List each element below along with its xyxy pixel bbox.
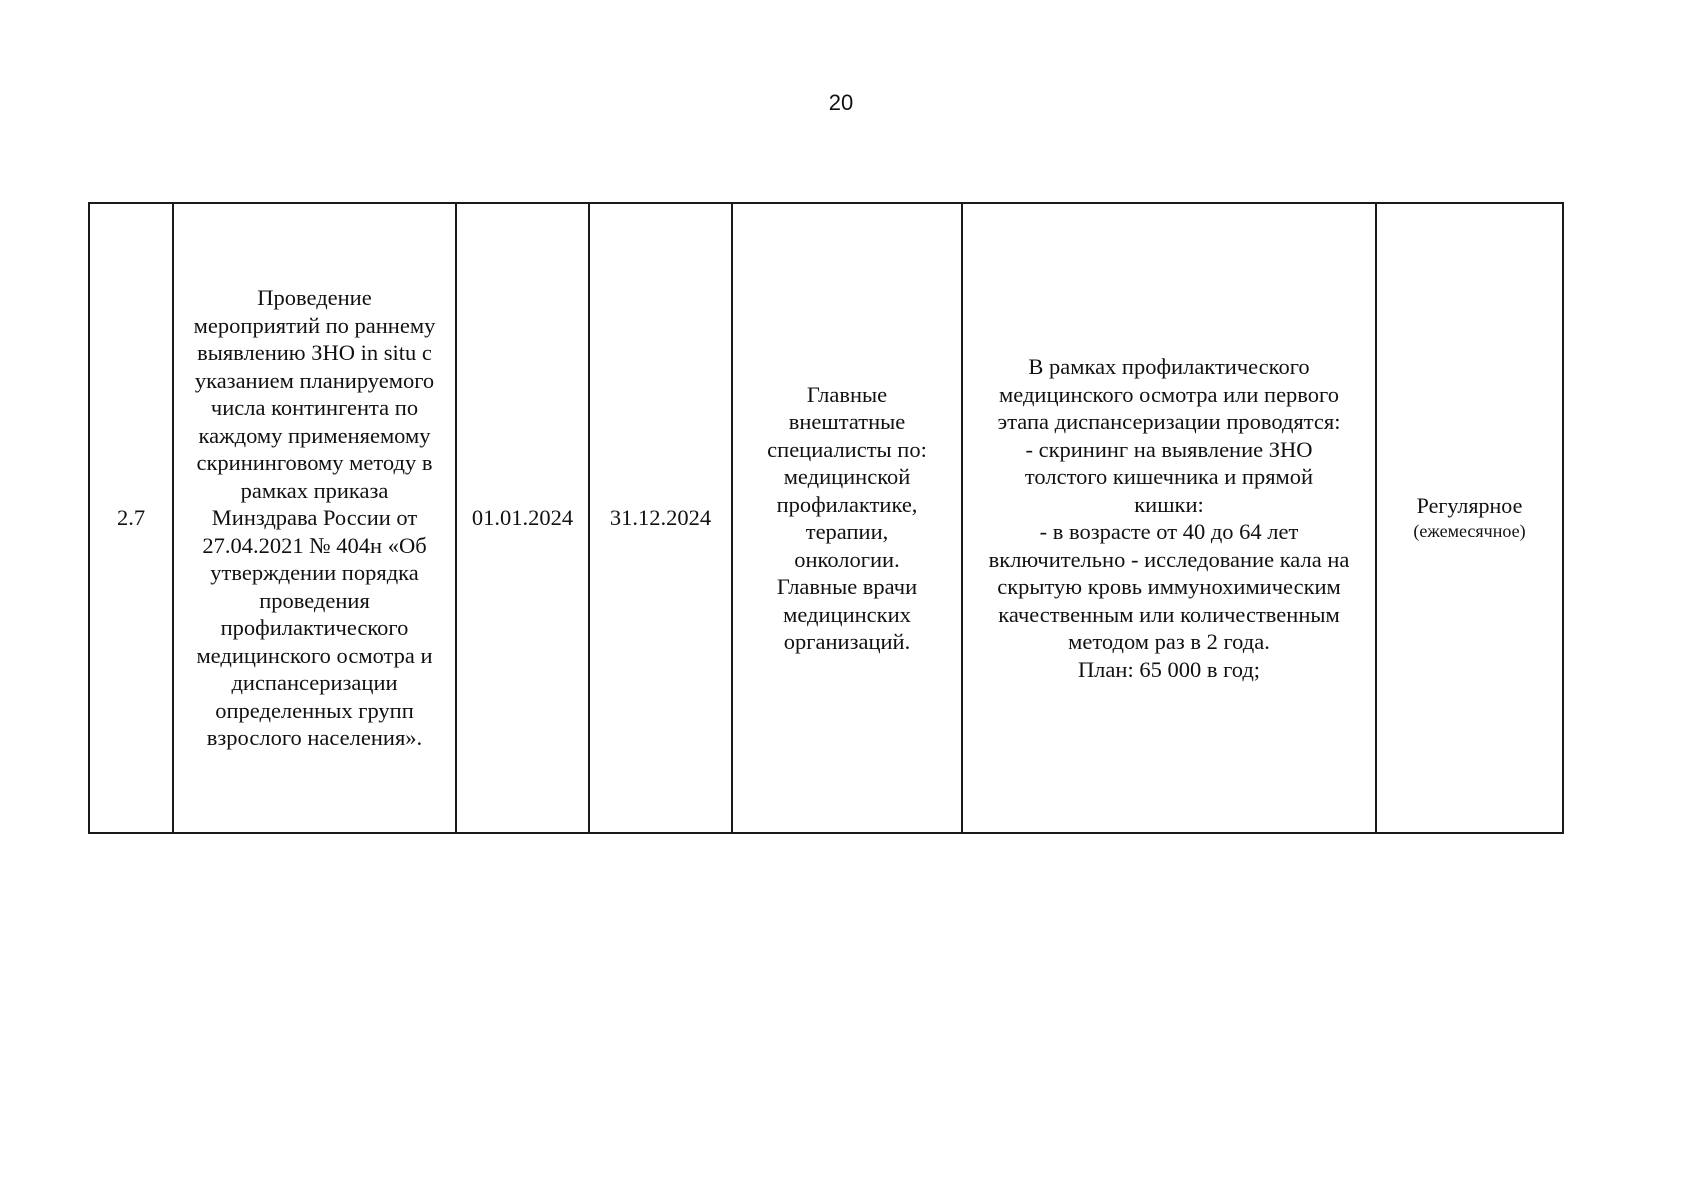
periodicity-note: (ежемесячное) <box>1413 521 1526 541</box>
responsible-persons: Главные внештатные специалисты по: медицинской профилактике, терапии, онкологии. Главные врачи медицинских организаций. <box>767 381 927 654</box>
end-date-cell <box>589 203 732 833</box>
plan-table <box>88 202 1564 834</box>
page-number: 20 <box>828 90 854 115</box>
row-number: 2.7 <box>116 505 146 531</box>
start-date-cell <box>456 203 589 833</box>
periodicity-cell <box>1376 203 1563 833</box>
result-cell <box>962 203 1376 833</box>
event-cell <box>173 203 456 833</box>
start-date: 01.01.2024 <box>471 505 574 531</box>
periodicity: Регулярное <box>1416 493 1523 518</box>
row-number-cell <box>89 203 173 833</box>
expected-result: В рамках профилактического медицинского осмотра или первого этапа диспансеризации проводятся: - скрининг на выявление ЗНО толстого кишечника и прямой кишки: - в возрасте от 40 до 64 лет включительно - исследование кала на скрытую кровь иммунохимическим качественным или количественным методом раз в 2 года. План: 65 000 в год; <box>988 354 1350 682</box>
end-date: 31.12.2024 <box>609 505 712 531</box>
table-row <box>89 203 1563 833</box>
responsible-cell <box>732 203 962 833</box>
event-description: Проведение мероприятий по раннему выявлению ЗНО in situ с указанием планируемого числа контингента по каждому применяемому скрининговому методу в рамках приказа Минздрава России от 27.04.2021 № 404н «Об утверждении порядка проведения профилактического медицинского осмотра и диспансеризации определенных групп взрослого населения». <box>193 285 436 751</box>
